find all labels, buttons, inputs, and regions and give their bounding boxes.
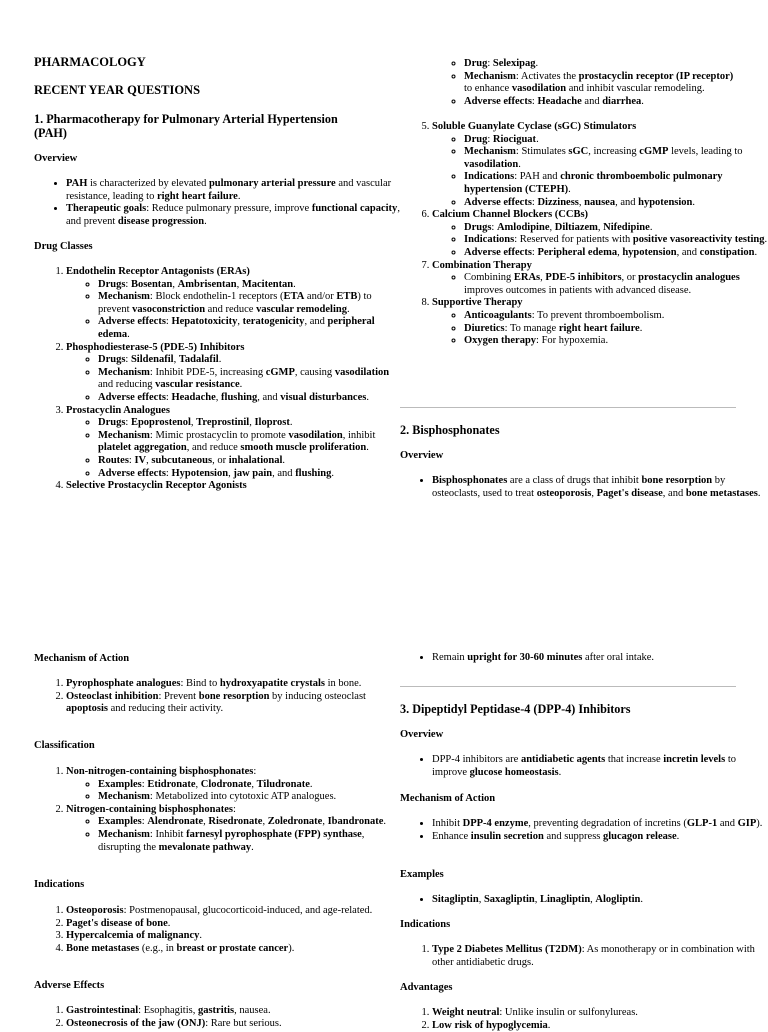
list-item: ◦ Drug: Riociguat. [464,134,768,147]
list-item: 2. Osteonecrosis of the jaw (ONJ): Rare but serious. [66,1018,400,1031]
list-item: ◦ Examples: Alendronate, Risedronate, Zoledronate, Ibandronate. [98,816,400,829]
pah-overview-heading: Overview [34,153,78,164]
dpp4-advantages-list [400,1007,768,1032]
bis-indications-list [34,905,400,955]
bis-moa-list [34,678,400,716]
pah-drug-classes-heading: Drug Classes [34,241,93,252]
list-item: ◦ Mechanism: Activates the prostacyclin receptor (IP receptor) to enhance vasodilation and inhibit vascular remodeling. [464,71,736,96]
list-item: • PAH is characterized by elevated pulmonary arterial pressure and vascular resistance, leading to right heart failure. [66,178,400,203]
list-item: • DPP-4 inhibitors are antidiabetic agents that increase incretin levels to improve glucose homeostasis. [432,754,768,779]
bis-admin-list [400,652,768,665]
bis-classification-heading: Classification [34,740,95,751]
list-item: • Inhibit DPP-4 enzyme, preventing degradation of incretins (GLP-1 and GIP). [432,818,768,831]
list-item: ◦ Combining ERAs, PDE-5 inhibitors, or prostacyclin analogues improves outcomes in patients with advanced disease. [464,272,768,297]
dpp4-moa-list [400,818,768,843]
list-item: 2. Phosphodiesterase-5 (PDE-5) Inhibitors ◦ Drugs: Sildenafil, Tadalafil. ◦ Mechanism: Inhibit PDE-5, increasing cGMP, causing vasodilation and reducing vascular resistance. ◦ Adverse effects: Headache, flushing, and visual disturbances. [66,342,400,405]
list-item: • Remain upright for 30-60 minutes after oral intake. [432,652,768,665]
list-item: • Bisphosphonates are a class of drugs that inhibit bone resorption by osteoclasts, used to treat osteoporosis, Paget's disease, and bone metastases. [432,475,768,500]
list-item: • Therapeutic goals: Reduce pulmonary pressure, improve functional capacity, and prevent disease progression. [66,203,400,228]
list-item: 4. Selective Prostacyclin Receptor Agonists [66,480,400,493]
list-item: 4. Bone metastases (e.g., in breast or prostate cancer). [66,943,400,956]
list-item: ◦ Anticoagulants: To prevent thromboembolism. [464,310,768,323]
pah-prostacyclin-agonist-details [400,58,736,108]
list-item: 1. Pyrophosphate analogues: Bind to hydroxyapatite crystals in bone. [66,678,400,691]
list-item: 1. Osteoporosis: Postmenopausal, glucocorticoid-induced, and age-related. [66,905,400,918]
pah-overview-list [34,178,400,228]
list-item: 6. Calcium Channel Blockers (CCBs) ◦ Drugs: Amlodipine, Diltiazem, Nifedipine. ◦ Indications: Reserved for patients with positive vasoreactivity testing. ◦ Adverse effects: Peripheral edema, hypotension, and constipation. [432,209,768,259]
bis-adverse-effects-list [34,1005,400,1030]
list-item: ◦ Adverse effects: Peripheral edema, hypotension, and constipation. [464,247,768,260]
list-item: 3. Hypercalcemia of malignancy. [66,930,400,943]
list-item: ◦ Mechanism: Inhibit PDE-5, increasing cGMP, causing vasodilation and reducing vascular resistance. [98,367,400,392]
list-item: 2. Paget's disease of bone. [66,918,400,931]
list-item: 1. Non-nitrogen-containing bisphosphonates: ◦ Examples: Etidronate, Clodronate, Tiludronate. ◦ Mechanism: Metabolized into cytotoxic ATP analogues. [66,766,400,804]
page-bottom-half [0,642,768,1031]
dpp4-examples-heading: Examples [400,869,444,880]
list-item: • Sitagliptin, Saxagliptin, Linagliptin, Alogliptin. [432,894,768,907]
bis-moa-heading: Mechanism of Action [34,653,130,664]
list-item: ◦ Drugs: Epoprostenol, Treprostinil, Iloprost. [98,417,400,430]
list-item: 1. Gastrointestinal: Esophagitis, gastritis, nausea. [66,1005,400,1018]
pah-drug-classes-list [34,266,400,493]
dpp4-advantages-heading: Advantages [400,982,453,993]
list-item: 5. Soluble Guanylate Cyclase (sGC) Stimulators ◦ Drug: Riociguat. ◦ Mechanism: Stimulates sGC, increasing cGMP levels, leading to vasodilation. ◦ Indications: PAH and chronic thromboembolic pulmonary hypertension (CTEPH). ◦ Adverse effects: Dizziness, nausea, and hypotension. [432,121,768,209]
list-item: ◦ Indications: PAH and chronic thromboembolic pulmonary hypertension (CTEPH). [464,171,768,196]
section-divider [400,686,736,687]
pah-title: 1. Pharmacotherapy for Pulmonary Arterial Hypertension (PAH) [34,112,338,140]
list-item: 8. Supportive Therapy ◦ Anticoagulants: To prevent thromboembolism. ◦ Diuretics: To manage right heart failure. ◦ Oxygen therapy: For hypoxemia. [432,297,768,347]
list-item: 7. Combination Therapy ◦ Combining ERAs, PDE-5 inhibitors, or prostacyclin analogues improves outcomes in patients with advanced disease. [432,260,768,298]
list-item: ◦ Mechanism: Mimic prostacyclin to promote vasodilation, inhibit platelet aggregation, and reduce smooth muscle proliferation. [98,430,400,455]
bisphosphonates-title: 2. Bisphosphonates [400,423,500,437]
doc-section-heading: RECENT YEAR QUESTIONS [34,83,201,97]
dpp4-moa-heading: Mechanism of Action [400,793,496,804]
doc-subject-heading: PHARMACOLOGY [34,55,146,69]
list-item: 3. Prostacyclin Analogues ◦ Drugs: Epoprostenol, Treprostinil, Iloprost. ◦ Mechanism: Mimic prostacyclin to promote vasodilation, inhibit platelet aggregation, and reduce smooth muscle proliferation. ◦ Routes: IV, subcutaneous, or inhalational. ◦ Adverse effects: Hypotension, jaw pain, and flushing. [66,405,400,481]
bis-overview-list [400,475,768,500]
pah-drug-classes-list-cont [400,121,768,348]
list-item: ◦ Mechanism: Metabolized into cytotoxic ATP analogues. [98,791,400,804]
list-item: ◦ Adverse effects: Hepatotoxicity, teratogenicity, and peripheral edema. [98,316,400,341]
dpp4-title: 3. Dipeptidyl Peptidase-4 (DPP-4) Inhibitors [400,702,631,716]
list-item: ◦ Adverse effects: Hypotension, jaw pain, and flushing. [98,468,400,481]
list-item: ◦ Examples: Etidronate, Clodronate, Tiludronate. [98,779,400,792]
bis-adverse-effects-heading: Adverse Effects [34,980,105,991]
dpp4-overview-heading: Overview [400,729,444,740]
list-item: ◦ Adverse effects: Headache, flushing, and visual disturbances. [98,392,400,405]
dpp4-examples-list [400,894,768,907]
list-item: ◦ Indications: Reserved for patients with positive vasoreactivity testing. [464,234,768,247]
list-item: ◦ Mechanism: Block endothelin-1 receptors (ETA and/or ETB) to prevent vasoconstriction and reduce vascular remodeling. [98,291,400,316]
bis-overview-heading: Overview [400,450,444,461]
list-item: ◦ Routes: IV, subcutaneous, or inhalational. [98,455,400,468]
list-item: 1. Endothelin Receptor Antagonists (ERAs) ◦ Drugs: Bosentan, Ambrisentan, Macitentan. ◦ Mechanism: Block endothelin-1 receptors (ETA and/or ETB) to prevent vasoconstriction and reduce vascular remodeling. ◦ Adverse effects: Hepatotoxicity, teratogenicity, and peripheral edema. [66,266,400,342]
list-item: 2. Nitrogen-containing bisphosphonates: ◦ Examples: Alendronate, Risedronate, Zoledronate, Ibandronate. ◦ Mechanism: Inhibit farnesyl pyrophosphate (FPP) synthase, disrupting the mevalonate pathway. [66,804,400,854]
list-item: ◦ Mechanism: Stimulates sGC, increasing cGMP levels, leading to vasodilation. [464,146,768,171]
list-item: • Enhance insulin secretion and suppress glucagon release. [432,831,768,844]
bis-indications-heading: Indications [34,879,85,890]
list-item: ◦ Drug: Selexipag. [464,58,736,71]
list-item: ◦ Diuretics: To manage right heart failure. [464,323,768,336]
list-item: 2. Osteoclast inhibition: Prevent bone resorption by inducing osteoclast apoptosis and reducing their activity. [66,691,400,716]
section-divider [400,407,736,408]
list-item: 2. Low risk of hypoglycemia. [432,1020,768,1032]
list-item: 1. Type 2 Diabetes Mellitus (T2DM): As monotherapy or in combination with other antidiabetic drugs. [432,944,768,969]
dpp4-indications-list [400,944,768,969]
list-item: ◦ Drugs: Amlodipine, Diltiazem, Nifedipine. [464,222,768,235]
bis-classification-list [34,766,400,854]
dpp4-overview-list [400,754,768,779]
list-item: ◦ Drugs: Sildenafil, Tadalafil. [98,354,400,367]
list-item: 1. Weight neutral: Unlike insulin or sulfonylureas. [432,1007,768,1020]
dpp4-indications-heading: Indications [400,919,451,930]
list-item: ◦ Drugs: Bosentan, Ambrisentan, Macitentan. [98,279,400,292]
list-item: ◦ Mechanism: Inhibit farnesyl pyrophosphate (FPP) synthase, disrupting the mevalonate pathway. [98,829,400,854]
list-item: ◦ Oxygen therapy: For hypoxemia. [464,335,768,348]
list-item: ◦ Adverse effects: Dizziness, nausea, and hypotension. [464,197,768,210]
list-item: ◦ Adverse effects: Headache and diarrhea. [464,96,736,109]
